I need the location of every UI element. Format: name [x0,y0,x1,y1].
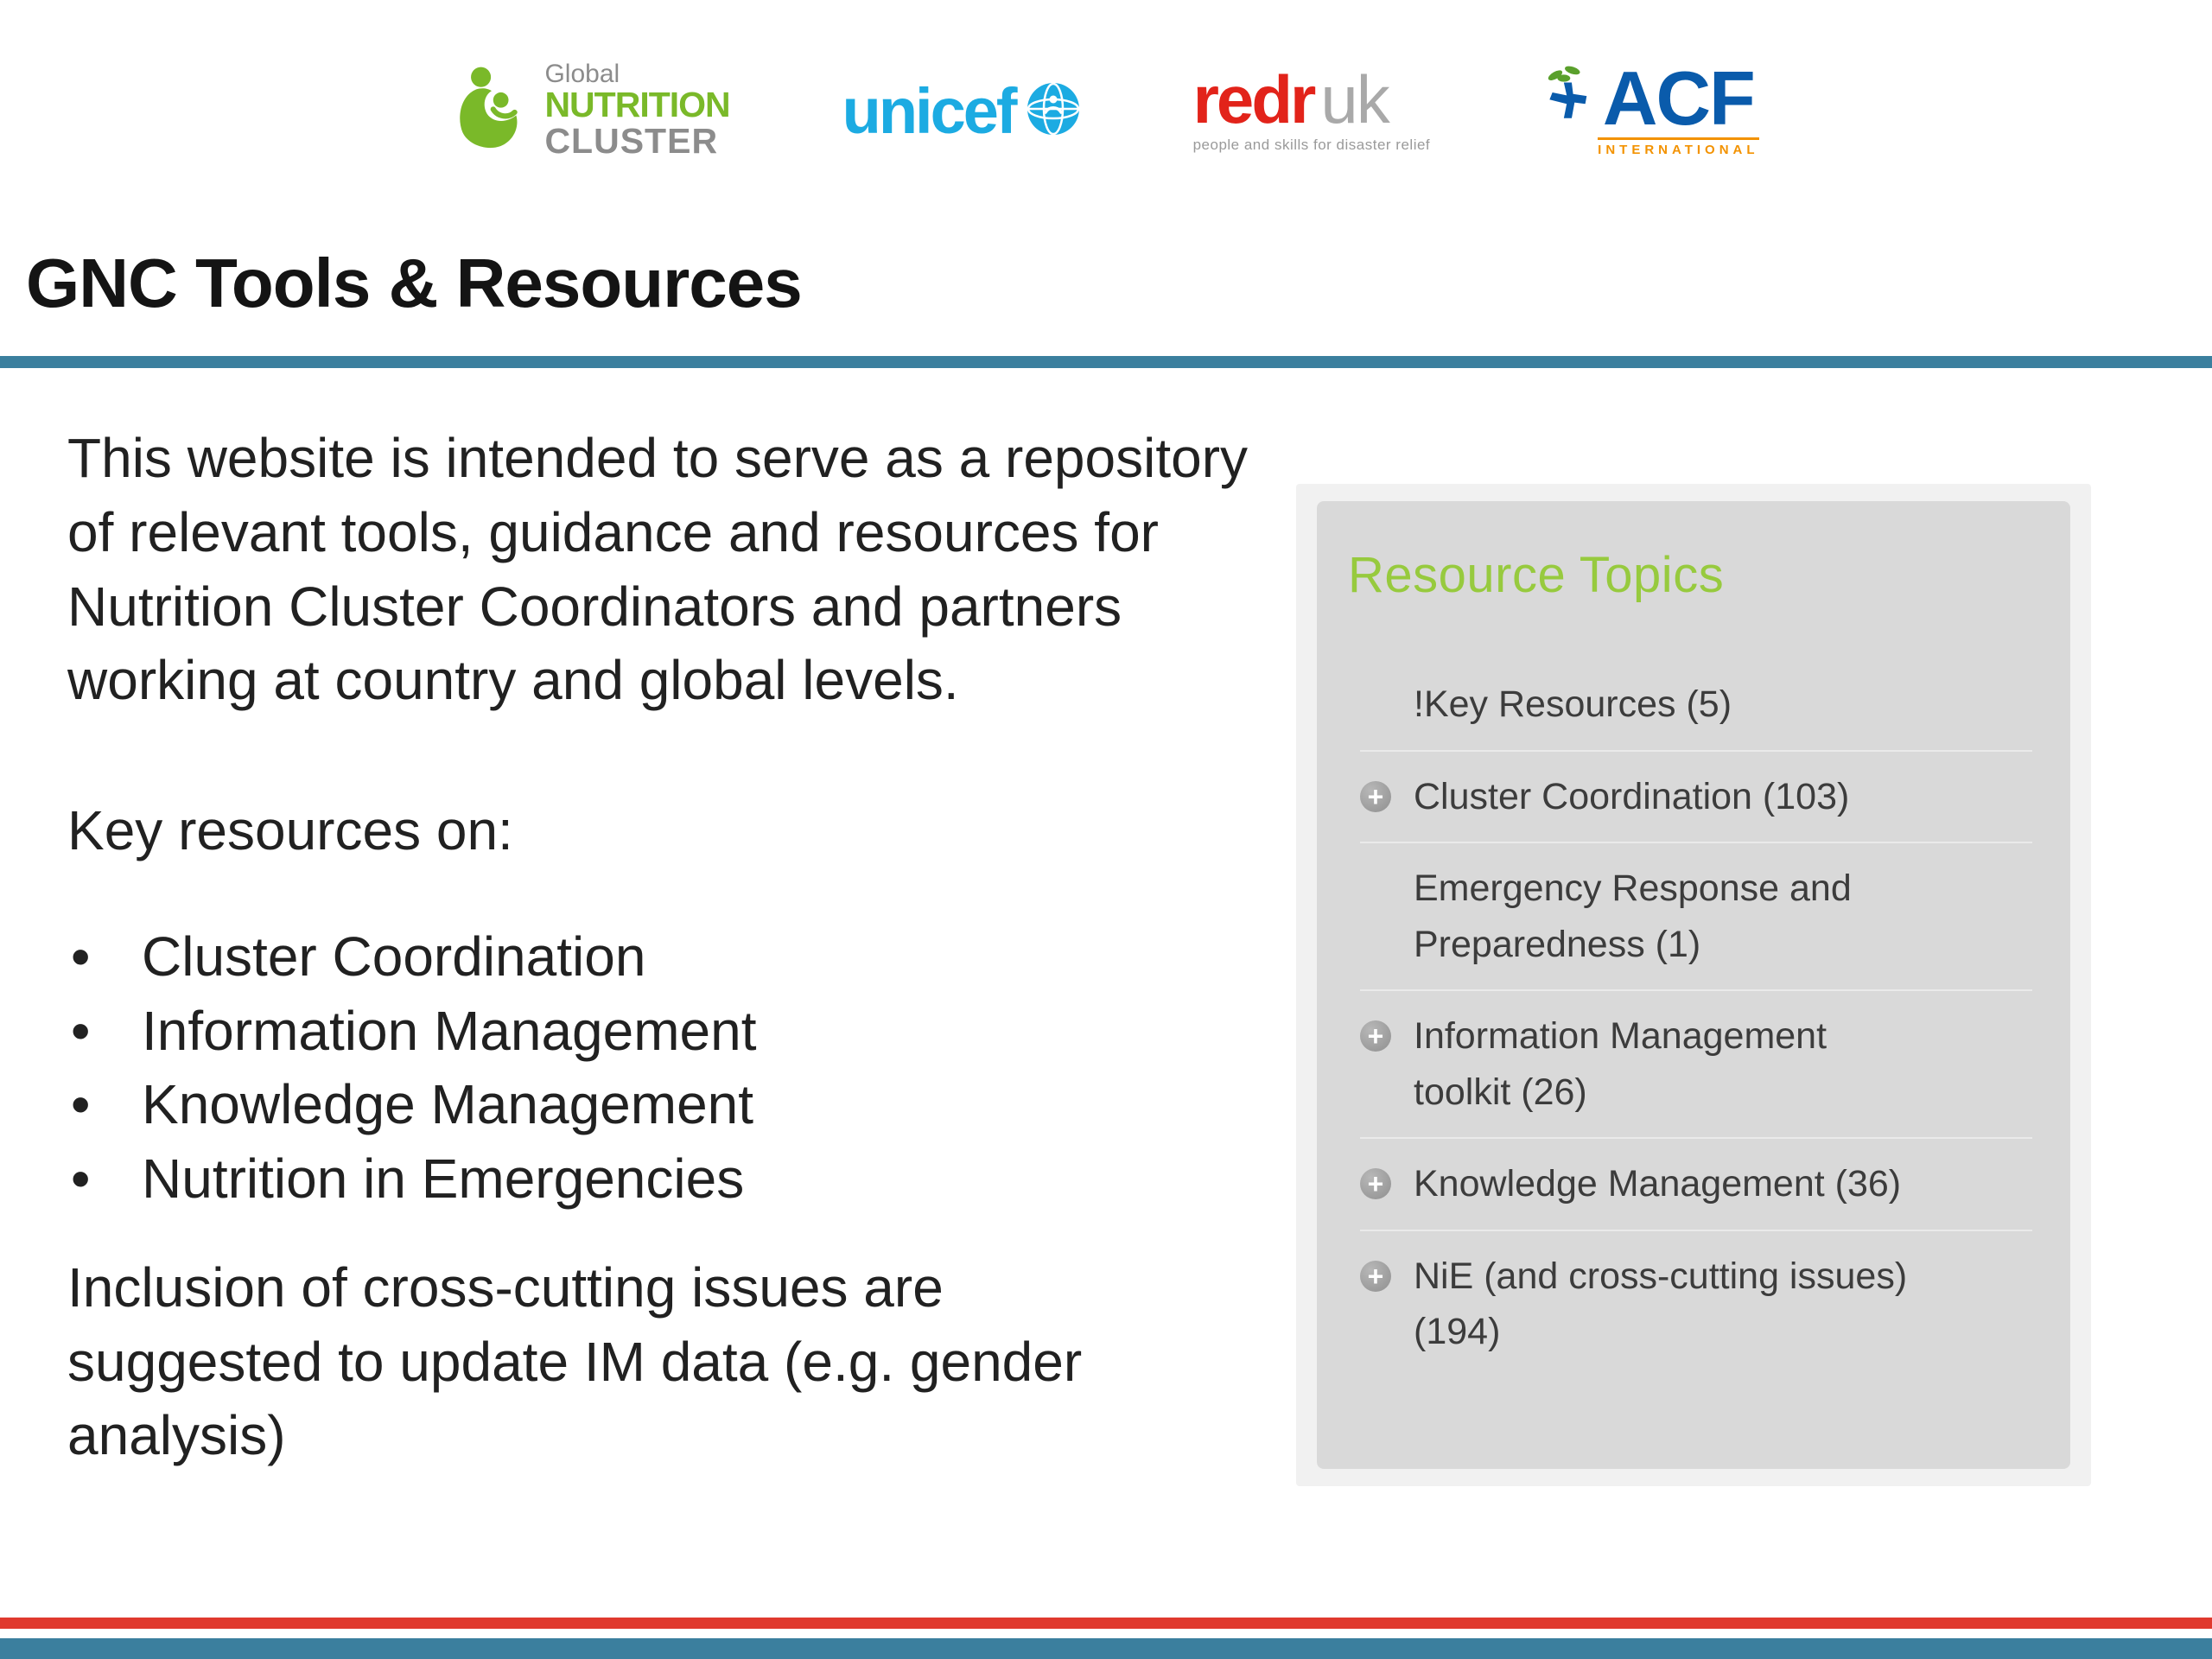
unicef-logo [842,74,1081,148]
resource-topics-list [1348,659,2032,1377]
resource-topics-panel [1317,501,2070,1469]
bullet-item: • Knowledge Management [67,1068,1273,1142]
gnc-wordmark [544,61,729,160]
page-title: GNC Tools & Resources [26,245,802,321]
gnc-wordmark-cluster: CLUSTER [544,121,719,162]
resource-topic-label[interactable]: !Key Resources (5) [1414,683,1732,725]
bullet-item: • Information Management [67,995,1273,1069]
acf-wordmark-block [1598,54,1759,158]
resource-topic-label[interactable]: Information Management toolkit (26) [1414,1015,1827,1113]
acf-international-label: INTERNATIONAL [1598,137,1758,157]
expand-plus-icon[interactable]: + [1360,1261,1391,1292]
resource-topic-item[interactable] [1360,659,2032,750]
key-resources-list [67,920,1273,1217]
key-resources-heading: Key resources on: [67,799,513,861]
redr-wordmark-red: redr [1192,60,1314,137]
redr-wordmark-uk: uk [1320,60,1389,137]
gnc-wordmark-nutrition: NUTRITION [544,85,730,125]
acf-logo [1542,54,1759,158]
resource-topics-heading: Resource Topics [1348,547,1725,603]
gnc-logo [453,61,729,160]
resource-topic-label[interactable]: Emergency Response and Preparedness (1) [1414,868,1852,965]
resource-topic-label[interactable]: Cluster Coordination (103) [1414,775,1850,817]
unicef-globe-icon [1026,81,1081,141]
resource-topic-label[interactable]: NiE (and cross-cutting issues) (194) [1414,1255,1908,1352]
expand-plus-icon[interactable]: + [1360,1168,1391,1199]
bottom-red-rule [0,1618,2212,1629]
resource-topic-item[interactable] [1360,750,2032,842]
resource-topic-item[interactable] [1360,1230,2032,1377]
gnc-wordmark-global: Global [544,59,620,88]
gnc-mother-child-icon [453,65,531,157]
logo-strip [0,41,2212,180]
redr-tagline: people and skills for disaster relief [1192,137,1431,154]
resource-topic-label[interactable]: Knowledge Management (36) [1414,1163,1902,1205]
cross-cutting-note: Inclusion of cross-cutting issues are suggested to update IM data (e.g. gender analysis) [67,1255,1083,1467]
bullet-item: • Nutrition in Emergencies [67,1142,1273,1217]
unicef-wordmark: unicef [842,74,1015,147]
expand-plus-icon[interactable]: + [1360,1020,1391,1052]
resource-panel-frame [1296,484,2091,1486]
resource-topic-item[interactable] [1360,842,2032,989]
redr-uk-logo [1192,60,1431,154]
bullet-item: • Cluster Coordination [67,920,1273,995]
expand-plus-icon[interactable]: + [1360,781,1391,812]
title-divider-rule [0,356,2212,368]
acf-plant-hand-icon [1542,64,1592,134]
resource-topic-item[interactable] [1360,1137,2032,1230]
bottom-teal-bar [0,1638,2212,1659]
redr-wordmark [1192,60,1389,137]
body-text-column [67,422,1273,1473]
intro-paragraph: This website is intended to serve as a repository of relevant tools, guidance and resources for Nutrition Cluster Coordinators and partners working at country and global levels. [67,427,1248,712]
acf-wordmark: ACF [1602,54,1754,141]
resource-topic-item[interactable] [1360,989,2032,1137]
